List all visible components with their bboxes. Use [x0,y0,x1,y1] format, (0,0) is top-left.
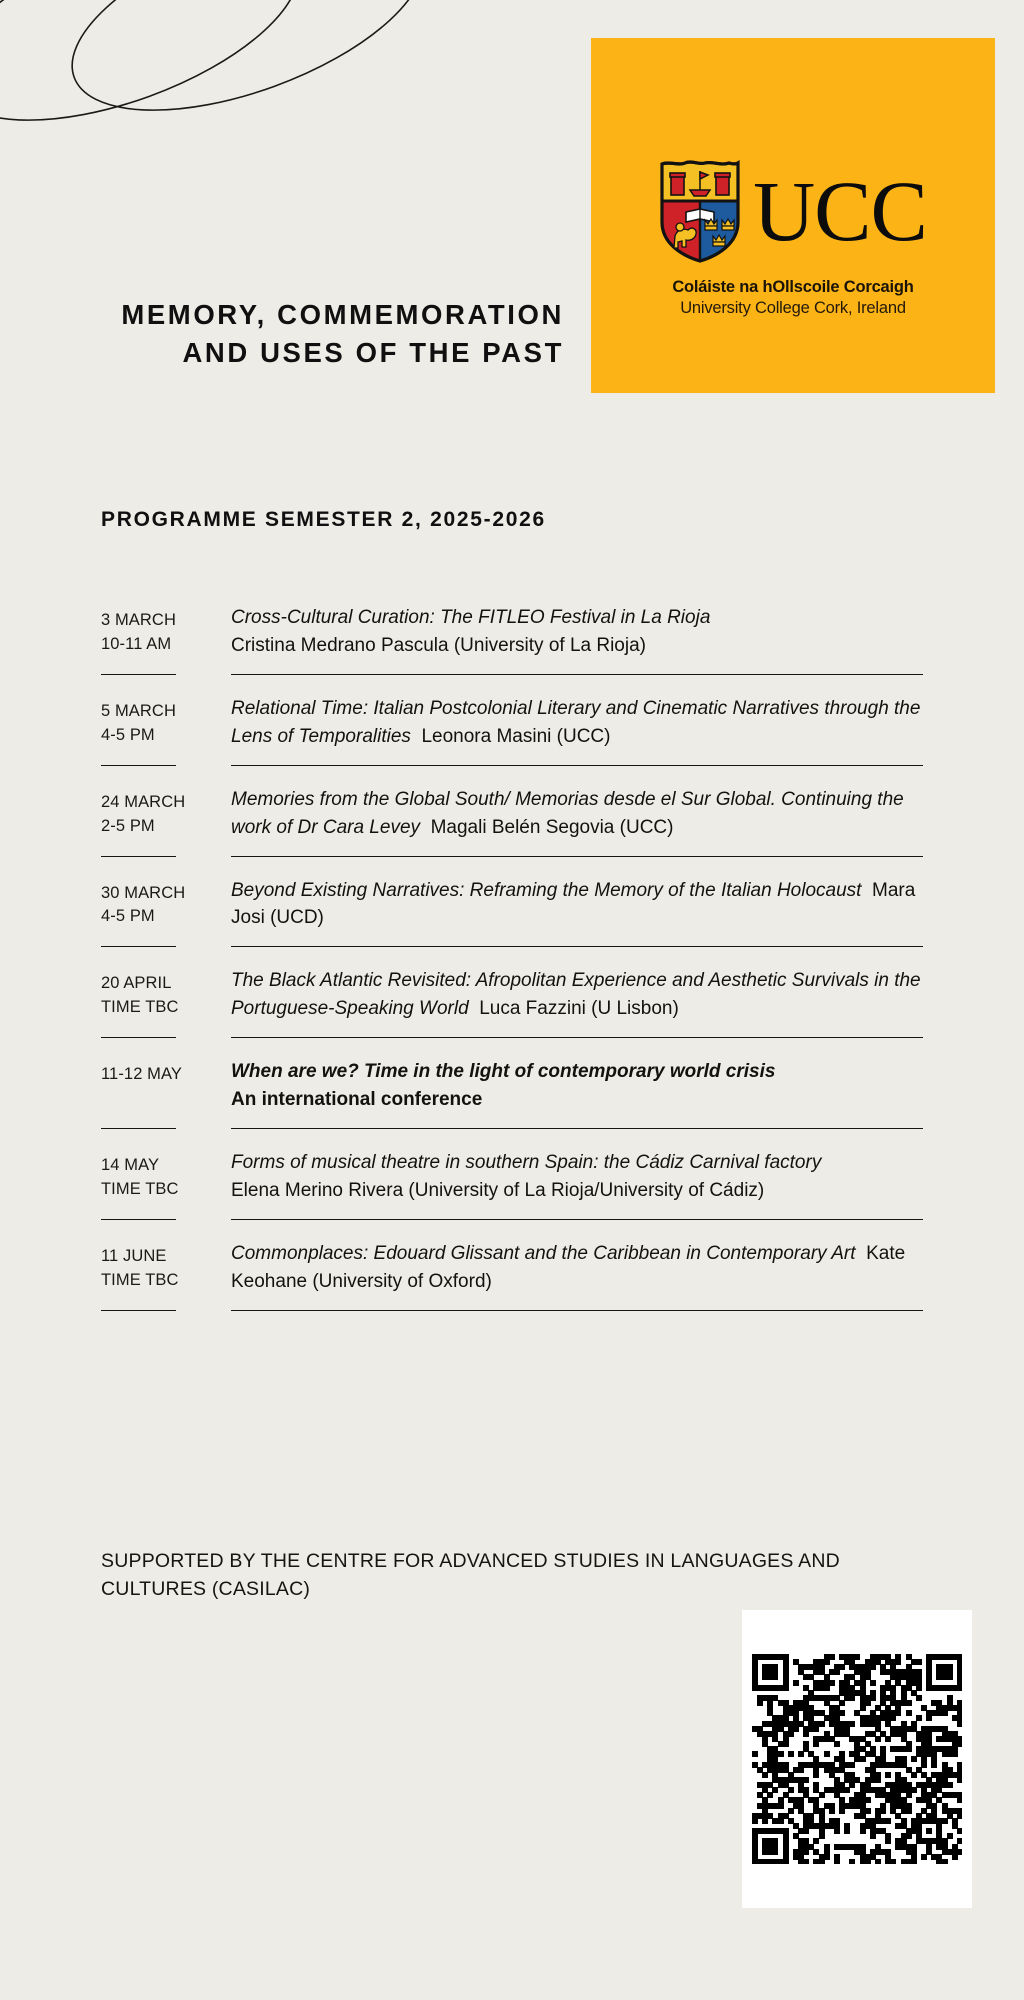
schedule-entry-speaker: Elena Merino Rivera (University of La Rioja/University of Cádiz) [231,1179,765,1201]
schedule-divider [101,1310,923,1311]
schedule-entry-title: Cross-Cultural Curation: The FITLEO Festival in La Rioja [231,607,711,628]
schedule-divider [101,1128,923,1129]
schedule-divider-entry [231,856,923,857]
schedule-date-line-1: 24 MARCH [101,792,186,811]
schedule-date-line-2: TIME TBC [101,1270,179,1289]
schedule-date-line-1: 14 MAY [101,1156,160,1175]
ucc-logo-row [643,156,943,268]
schedule-divider-gap [176,856,231,857]
schedule-date-line-2: TIME TBC [101,998,179,1017]
schedule-divider [101,674,923,675]
ucc-english-name: University College Cork, Ireland [680,299,906,317]
schedule-entry [231,1145,923,1219]
schedule-entry-title: Beyond Existing Narratives: Reframing the Memory of the Italian Holocaust [231,879,862,901]
schedule-divider-date [101,674,176,675]
schedule-divider [101,765,923,766]
schedule-divider-gap [176,946,231,947]
schedule-entry [231,963,923,1037]
schedule-divider [101,856,923,857]
schedule-divider-gap [176,765,231,766]
schedule-divider-entry [231,1128,923,1129]
schedule-row [101,782,923,856]
schedule-entry-speaker: Magali Belén Segovia (UCC) [430,816,674,838]
programme-heading: PROGRAMME SEMESTER 2, 2025-2026 [101,508,546,531]
schedule-date-line-2: 2-5 PM [101,816,155,835]
poster-title [0,296,564,372]
schedule-row [101,600,923,674]
schedule-divider-gap [176,674,231,675]
schedule-entry [231,1054,923,1128]
schedule-row [101,691,923,765]
schedule-divider-entry [231,1037,923,1038]
schedule-date [101,600,198,657]
schedule-date-line-1: 5 MARCH [101,701,176,720]
schedule-entry [231,600,923,674]
schedule-entry-title: When are we? Time in the light of contemporary world crisis [231,1061,776,1083]
schedule-row [101,1054,923,1128]
schedule-date [101,1054,198,1087]
qr-code-image [752,1654,962,1864]
ucc-logo-block [591,38,995,393]
schedule-divider-date [101,856,176,857]
ucc-crest-icon [659,160,741,264]
schedule-divider-gap [176,1037,231,1038]
schedule-divider-date [101,1310,176,1311]
schedule-divider [101,946,923,947]
schedule-divider-gap [176,1128,231,1129]
ucc-wordmark: UCC [753,163,927,260]
schedule-divider-date [101,1037,176,1038]
schedule-entry-title: Memories from the Global South/ Memorias desde el Sur Global. Continuing the work of Dr Cara Levey [231,788,904,838]
schedule-date [101,873,198,930]
schedule-row [101,1145,923,1219]
schedule-divider-entry [231,946,923,947]
schedule-entry-speaker: Mara Josi (UCD) [231,879,916,929]
schedule-divider-entry [231,1219,923,1220]
schedule-entry [231,1236,923,1310]
schedule-entry-speaker: Cristina Medrano Pascula (University of La Rioja) [231,634,646,656]
schedule-date-line-2: 4-5 PM [101,907,155,926]
supporter-credit: SUPPORTED BY THE CENTRE FOR ADVANCED STUDIES IN LANGUAGES AND CULTURES (CASILAC) [101,1550,840,1600]
schedule-row [101,873,923,947]
schedule-divider [101,1037,923,1038]
schedule-divider-entry [231,1310,923,1311]
schedule-divider-gap [176,1219,231,1220]
schedule-date [101,691,198,748]
schedule-date [101,782,198,839]
decorative-ellipses [0,0,468,174]
programme-schedule [101,600,923,1327]
schedule-entry-speaker: Leonora Masini (UCC) [421,725,611,747]
schedule-row [101,963,923,1037]
schedule-entry-title: The Black Atlantic Revisited: Afropolitan Experience and Aesthetic Survivals in the Portuguese-Speaking World [231,970,921,1020]
schedule-entry-title: Forms of musical theatre in southern Spain: the Cádiz Carnival factory [231,1152,822,1174]
schedule-row [101,1236,923,1310]
ucc-logo-inner [643,156,943,318]
qr-code[interactable] [742,1610,972,1908]
schedule-divider-entry [231,674,923,675]
schedule-date-line-1: 11 JUNE [101,1246,167,1265]
schedule-date-line-2: TIME TBC [101,1179,179,1198]
ellipse-inner [48,0,448,150]
schedule-entry-title: Relational Time: Italian Postcolonial Literary and Cinematic Narratives through the Lens of Temporalities [231,697,921,747]
schedule-divider [101,1219,923,1220]
schedule-date-line-1: 11-12 MAY [101,1065,182,1084]
schedule-entry-title: Commonplaces: Edouard Glissant and the Caribbean in Contemporary Art [231,1242,856,1264]
schedule-divider-entry [231,765,923,766]
schedule-date [101,1236,198,1293]
schedule-entry [231,782,923,856]
schedule-entry-speaker: Luca Fazzini (U Lisbon) [479,998,679,1020]
schedule-entry-speaker: An international conference [231,1089,483,1111]
schedule-entry [231,691,923,765]
ellipse-outer [0,0,323,160]
schedule-date-line-1: 20 APRIL [101,974,172,993]
schedule-date [101,1145,198,1202]
schedule-date-line-2: 4-5 PM [101,725,155,744]
poster-title-line-2: AND USES OF THE PAST [182,336,564,368]
schedule-entry [231,873,923,947]
schedule-divider-gap [176,1310,231,1311]
ucc-gaelic-name: Coláiste na hOllscoile Corcaigh [672,278,914,296]
schedule-divider-date [101,946,176,947]
poster-title-line-1: MEMORY, COMMEMORATION [121,299,564,330]
schedule-date [101,963,198,1020]
schedule-divider-date [101,1128,176,1129]
schedule-date-line-1: 30 MARCH [101,883,186,902]
schedule-date-line-1: 3 MARCH [101,611,176,629]
schedule-divider-date [101,765,176,766]
schedule-date-line-2: 10-11 AM [101,634,172,653]
schedule-entry-speaker: Kate Keohane (University of Oxford) [231,1242,906,1292]
schedule-divider-date [101,1219,176,1220]
